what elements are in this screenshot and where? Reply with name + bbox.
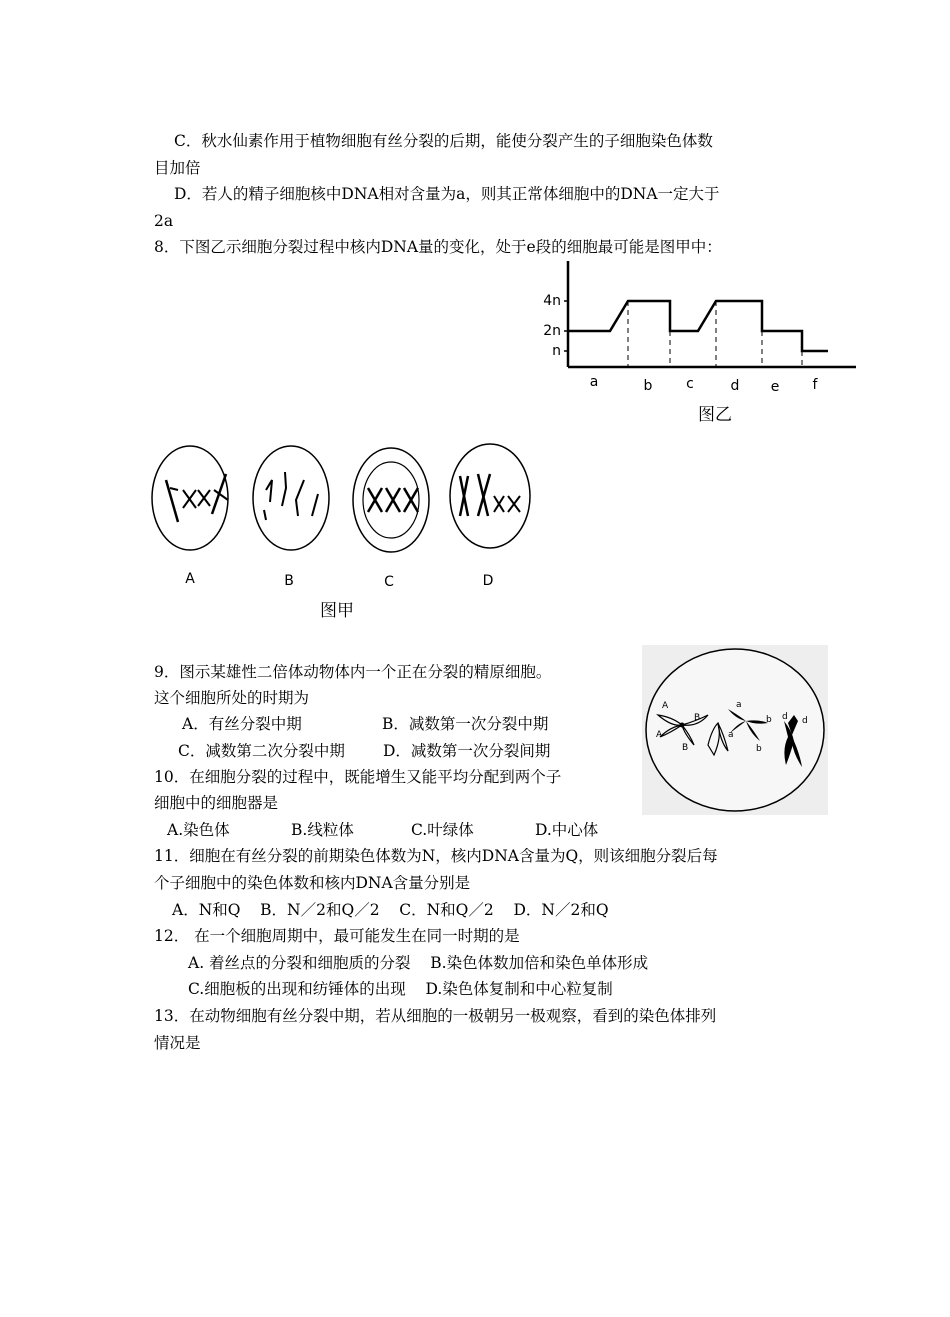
figure-jia-caption: 图甲 [320,601,354,621]
q7-option-d-line1: D．若人的精子细胞核中DNA相对含量为a，则其正常体细胞中的DNA一定大于 [174,185,720,203]
q7-option-c-line1: C．秋水仙素作用于植物细胞有丝分裂的后期，能使分裂产生的子细胞染色体数 [174,132,713,150]
q9-option-d: D．减数第一次分裂间期 [383,742,551,760]
svg-text:b: b [756,744,762,754]
svg-text:A: A [662,701,669,711]
q11-options: A．N和Q B．N／2和Q／2 C．N和Q／2 D．N／2和Q [172,901,609,919]
q9-option-c: C．减数第二次分裂中期 [178,742,345,760]
q9-stem-line1: 9．图示某雄性二倍体动物体内一个正在分裂的精原细胞。 [154,663,552,681]
q12-options-line1: A. 着丝点的分裂和细胞质的分裂 B.染色体数加倍和染色单体形成 [188,954,649,972]
q10-option-a: A.染色体 [167,821,230,839]
segment-e: e [770,379,780,395]
cell-b-drawing [253,446,329,550]
q13-stem-line1: 13．在动物细胞有丝分裂中期，若从细胞的一极朝另一极观察，看到的染色体排列 [154,1007,717,1025]
q7-option-c-line2: 目加倍 [154,159,201,177]
q9-cell-figure [642,645,828,815]
svg-text:d: d [782,712,788,722]
q9-option-a: A．有丝分裂中期 [182,715,302,733]
q10-stem-line2: 细胞中的细胞器是 [154,794,279,812]
figure-yi-caption: 图乙 [698,405,732,425]
svg-text:B: B [694,713,701,723]
cell-a-drawing [152,446,228,550]
svg-text:d: d [802,716,808,726]
q10-option-c: C.叶绿体 [411,821,474,839]
q9-stem-line2: 这个细胞所处的时期为 [154,689,310,707]
cell-a-label: A [185,571,195,587]
y-tick-n: n [552,343,561,359]
dna-curve [568,301,828,351]
q10-stem-line1: 10．在细胞分裂的过程中，既能增生又能平均分配到两个子 [154,768,562,786]
segment-b: b [643,378,653,394]
cell-c-label: C [384,574,394,590]
segment-d: d [730,378,740,394]
q12-stem: 12． 在一个细胞周期中，最可能发生在同一时期的是 [154,927,520,945]
figure-jia-cells [148,440,548,630]
svg-text:a: a [728,730,734,740]
q13-stem-line2: 情况是 [154,1034,201,1052]
q8-stem: 8．下图乙示细胞分裂过程中核内DNA量的变化，处于e段的细胞最可能是图甲中： [154,238,722,256]
q7-option-d-line2: 2a [154,212,174,230]
svg-text:a: a [736,700,742,710]
q12-options-line2: C.细胞板的出现和纺锤体的出现 D.染色体复制和中心粒复制 [188,980,613,998]
svg-text:B: B [682,743,689,753]
segment-a: a [589,374,599,390]
y-tick-4n: 4n [543,293,561,309]
svg-text:b: b [766,715,772,725]
figure-yi-dna-graph [530,255,865,430]
segment-f: f [812,377,818,393]
cell-d-drawing [450,444,530,548]
cell-b-label: B [284,573,294,589]
segment-c: c [686,376,694,392]
q11-stem-line2: 个子细胞中的染色体数和核内DNA含量分别是 [154,874,471,892]
q9-option-b: B．减数第一次分裂中期 [382,715,549,733]
cell-c-drawing [353,448,429,552]
cell-d-label: D [482,573,494,589]
svg-text:A: A [656,730,663,740]
q11-stem-line1: 11．细胞在有丝分裂的前期染色体数为N，核内DNA含量为Q，则该细胞分裂后每 [154,847,718,865]
q10-option-b: B.线粒体 [291,821,354,839]
q10-option-d: D.中心体 [535,821,599,839]
y-tick-2n: 2n [543,323,561,339]
